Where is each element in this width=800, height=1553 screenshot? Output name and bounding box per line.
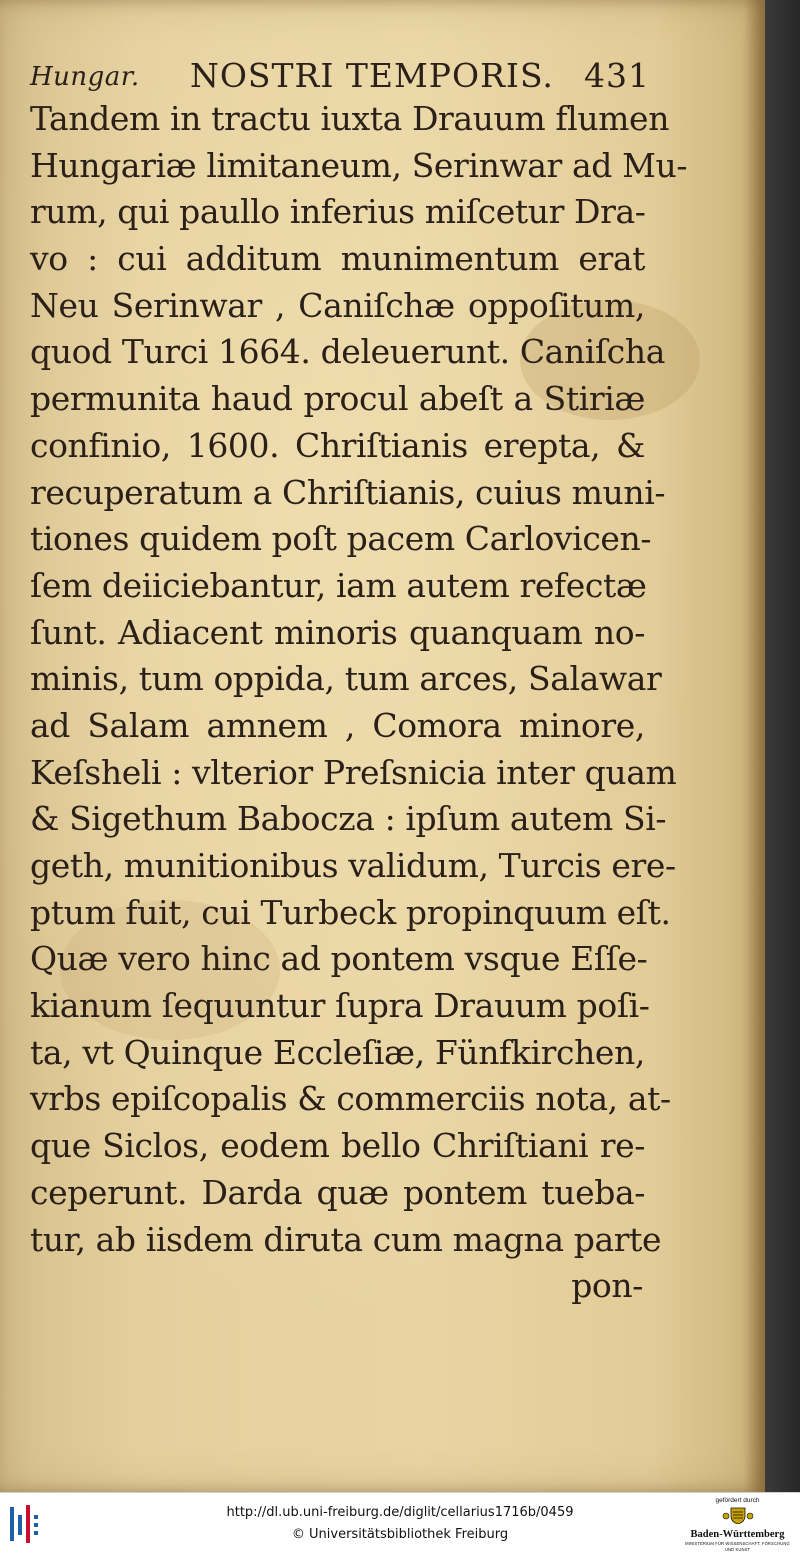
text-line: Keſsheli : vlterior Preſsnicia inter quam (30, 752, 677, 792)
text-line: kianum ſequuntur ſupra Drauum poſi- (30, 986, 650, 1026)
text-line: ad Salam amnem , Comora minore, (30, 705, 645, 745)
text-line: Tandem in tractu iuxta Drauum flumen (30, 99, 670, 138)
running-head-title: NOSTRI TEMPORIS. (190, 56, 554, 95)
text-line: vo : cui additum munimentum erat (30, 239, 645, 279)
sponsor-name: Baden-Württemberg (690, 1529, 785, 1540)
text-line: Hungariæ limitaneum, Serinwar ad Mu- (30, 145, 688, 185)
text-line: tiones quidem poſt pacem Carlovicen- (30, 519, 652, 559)
text-line: Neu Serinwar , Caniſchæ oppoſitum, (30, 285, 645, 325)
text-line: quod Turci 1664. deleuerunt. Caniſcha (30, 332, 665, 372)
page-edge-shadow (743, 0, 765, 1492)
copyright-notice: © Universitätsbibliothek Freiburg (291, 1527, 509, 1542)
text-line: Quæ vero hinc ad pontem vsque Eſſe- (30, 939, 648, 979)
permalink-url[interactable]: http://dl.ub.uni-freiburg.de/diglit/cellarius1716b/0459 (226, 1505, 574, 1520)
sponsor-block (680, 1497, 795, 1551)
text-line: geth, munitionibus validum, Turcis ere- (30, 846, 676, 885)
sponsor-label: gefördert durch (715, 1497, 760, 1504)
text-line: que Siclos, eodem bello Chriſtiani re- (30, 1126, 645, 1166)
viewer-footer (0, 1492, 800, 1553)
text-line: ſunt. Adiacent minoris quanquam no- (30, 612, 645, 652)
scanner-background (765, 0, 800, 1492)
catchword: pon- (571, 1266, 643, 1306)
page-number: 431 (584, 56, 650, 95)
running-head-section: Hungar. (30, 62, 140, 92)
text-line: tur, ab iisdem diruta cum magna parte (30, 1219, 662, 1259)
text-line: rum, qui paullo inferius miſcetur Dra- (30, 192, 646, 232)
running-head (30, 54, 650, 94)
text-line: recuperatum a Chriſtianis, cuius muni- (30, 472, 666, 512)
coat-of-arms-icon (721, 1506, 755, 1524)
text-line: ta, vt Quinque Eccleſiæ, Fünfkirchen, (30, 1032, 645, 1072)
text-line: vrbs epiſcopalis & commerciis nota, at- (30, 1079, 671, 1119)
text-line: ſem deiiciebantur, iam autem refectæ (30, 565, 647, 605)
body-text (30, 96, 688, 1310)
text-line: minis, tum oppida, tum arces, Salawar (30, 659, 662, 699)
sponsor-ministry: MINISTERIUM FÜR WISSENSCHAFT, FORSCHUNG UND KUNST (685, 1541, 790, 1552)
text-line: permunita haud procul abeſt a Stiriæ (30, 379, 645, 419)
text-line: ceperunt. Darda quæ pontem tueba- (30, 1172, 645, 1212)
text-line: ptum fuit, cui Turbeck propinquum eſt. (30, 892, 671, 932)
text-line: confinio, 1600. Chriſtianis erepta, & (30, 425, 645, 465)
text-line: & Sigethum Babocza : ipſum autem Si- (30, 799, 667, 839)
